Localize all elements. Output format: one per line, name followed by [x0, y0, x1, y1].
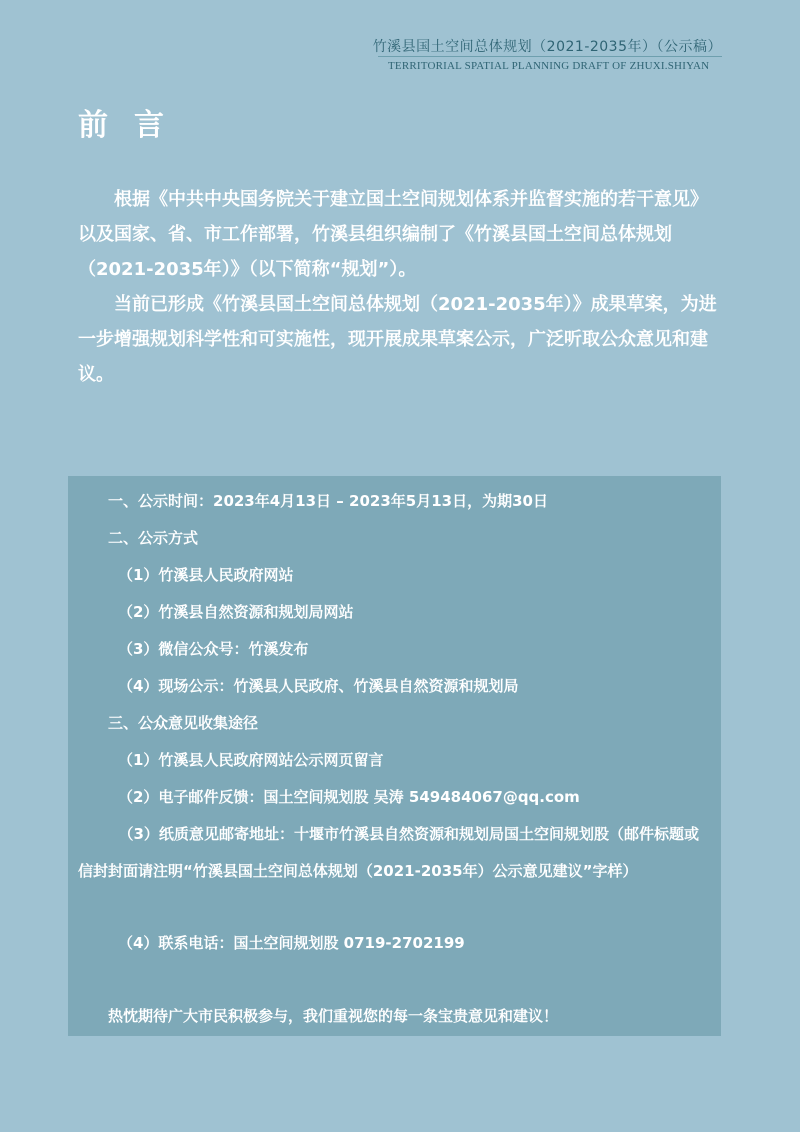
channel-item: （1）竹溪县人民政府网站公示网页留言 [118, 751, 384, 769]
method-item: （3）微信公众号：竹溪发布 [118, 640, 309, 658]
header-title: 竹溪县国土空间总体规划（2021-2035年）（公示稿） [372, 39, 722, 55]
intro-paragraph: 根据《中共中央国务院关于建立国土空间规划体系并监督实施的若干意见》以及国家、省、市工作部署，竹溪县组织编制了《竹溪县国土空间总体规划（2021-2035年）》（以下简称“规划”）。 [78, 189, 708, 280]
method-item: （4）现场公示：竹溪县人民政府、竹溪县自然资源和规划局 [118, 677, 519, 695]
notice-period: 一、公示时间：2023年4月13日 – 2023年5月13日，为期30日 [108, 492, 548, 510]
channel-item-mail: （3）纸质意见邮寄地址：十堰市竹溪县自然资源和规划局国土空间规划股（邮件标题或信封封面请注明“竹溪县国土空间总体规划（2021-2035年）公示意见建议”字样） [78, 825, 699, 880]
channel-heading: 三、公众意见收集途径 [108, 714, 259, 732]
closing-message: 热忱期待广大市民积极参与，我们重视您的每一条宝贵意见和建议！ [108, 1007, 559, 1025]
method-item: （2）竹溪县自然资源和规划局网站 [118, 603, 354, 621]
header-subtitle: TERRITORIAL SPATIAL PLANNING DRAFT OF ZHUXI.SHIYAN [388, 60, 710, 72]
channel-item-phone: （4）联系电话：国土空间规划股 0719-2702199 [118, 934, 465, 952]
notice-box [68, 476, 721, 1036]
intro-section [78, 182, 718, 392]
method-item: （1）竹溪县人民政府网站 [118, 566, 294, 584]
intro-paragraph: 当前已形成《竹溪县国土空间总体规划（2021-2035年）》成果草案，为进一步增强规划科学性和可实施性，现开展成果草案公示，广泛听取公众意见和建议。 [78, 294, 717, 385]
method-heading: 二、公示方式 [108, 529, 199, 547]
page-title: 前言 [78, 108, 190, 143]
channel-item-email: （2）电子邮件反馈：国土空间规划股 吴涛 549484067@qq.com [118, 788, 580, 806]
header-divider [378, 56, 722, 57]
